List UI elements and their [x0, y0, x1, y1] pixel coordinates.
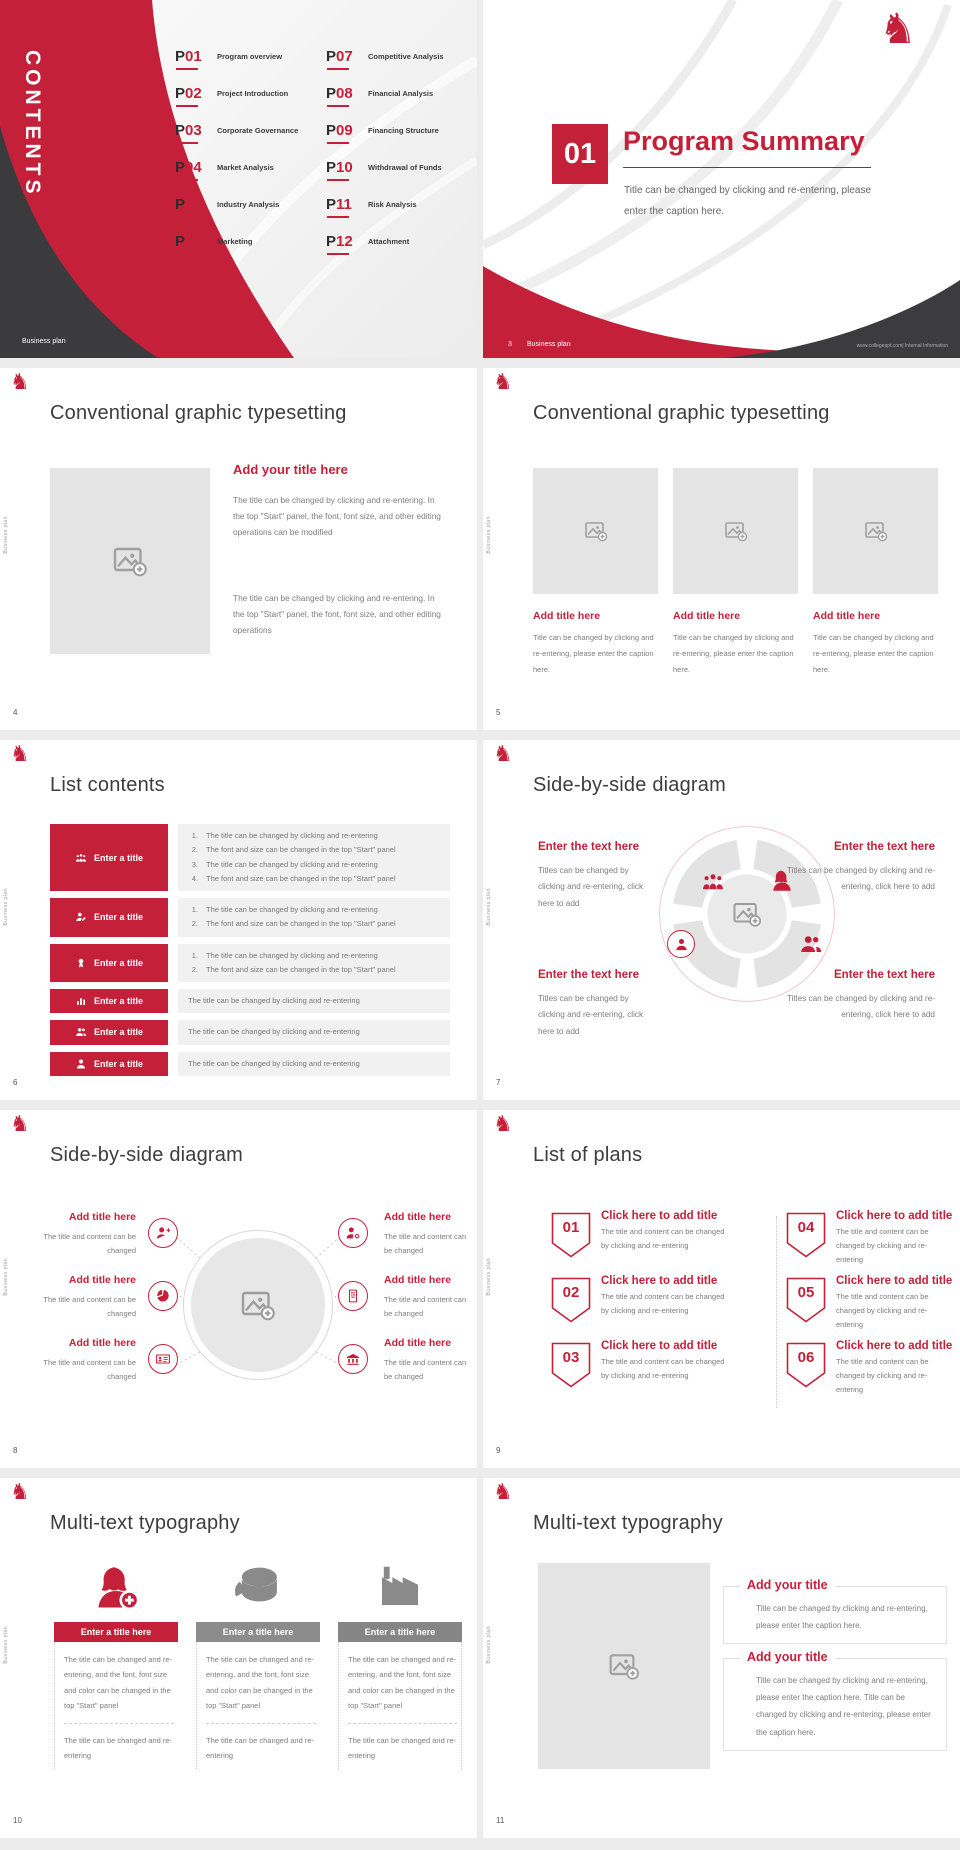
- toc-item: P09 Financing Structure: [326, 122, 477, 148]
- users-icon: [799, 932, 823, 956]
- contents-vertical-title: CONTENTS: [21, 50, 44, 198]
- list-text-bar: The title can be changed by clicking and re-entering: [178, 1020, 450, 1044]
- image-placeholder: [732, 899, 762, 929]
- toc-item: P07 Competitive Analysis: [326, 48, 477, 74]
- qr-phone-icon: [338, 1281, 368, 1311]
- number-badge: 01: [551, 1212, 591, 1258]
- divider: [64, 1723, 174, 1724]
- number-badge: 02: [551, 1277, 591, 1323]
- diagram-text-block: Add title here The title and content can be changed: [43, 1274, 136, 1319]
- section-number-badge: 01: [552, 124, 608, 184]
- crowd-icon: [75, 852, 87, 864]
- user-plus-icon: [148, 1218, 178, 1248]
- page-number: 9: [496, 1446, 501, 1455]
- card-caption: Title can be changed by clicking and re-entering, please enter the caption here.: [673, 633, 794, 674]
- side-label: Business plan: [3, 1626, 9, 1664]
- image-placeholder: [191, 1238, 325, 1372]
- block-heading: Add your title: [740, 1578, 835, 1592]
- diagram-text-block: Add title here The title and content can be changed: [384, 1274, 467, 1319]
- horse-logo-icon: ♞: [493, 370, 513, 395]
- block-caption: Title can be changed by clicking and re-entering, please enter the caption here.: [756, 1604, 928, 1631]
- image-placeholder: [813, 468, 938, 594]
- number-badge: 03: [551, 1342, 591, 1388]
- toc-item: P03 Corporate Governance: [175, 122, 335, 148]
- diagram-text-block: Add title here The title and content can be changed: [384, 1211, 467, 1256]
- pie-chart-icon: [148, 1281, 178, 1311]
- medal-icon: [75, 957, 87, 969]
- diagram-text-block: Enter the text here Titles can be changed by clicking and re-entering, click here to add: [538, 841, 644, 909]
- column-body: The title can be changed and re-entering, and the font, font size and color can be changed in the top "Start" panel The title can be changed and re-entering: [196, 1642, 320, 1769]
- slide-list-of-plans: [483, 1110, 960, 1468]
- list-row: [50, 1020, 450, 1044]
- plan-item: Click here to add title The title and content can be changed by clicking and re-entering: [836, 1275, 953, 1329]
- page-number: 3: [508, 341, 512, 348]
- horse-logo-icon: ♞: [102, 40, 147, 98]
- page-number: 11: [496, 1816, 505, 1825]
- horse-logo-icon: ♞: [10, 370, 30, 395]
- column-title-bar: Enter a title here: [54, 1622, 178, 1642]
- list-row: [50, 898, 450, 937]
- user-circle-icon: [667, 930, 695, 958]
- toc-item: P11 Risk Analysis: [326, 196, 477, 222]
- slide-title: List of plans: [533, 1144, 643, 1166]
- image-card: [533, 468, 658, 677]
- slide-three-images: [483, 368, 960, 730]
- image-placeholder: [50, 468, 210, 654]
- diagram-text-block: Add title here The title and content can be changed: [384, 1337, 467, 1382]
- toc-item: P05 Industry Analysis: [175, 196, 335, 222]
- side-label: Business plan: [486, 516, 492, 554]
- slide-title: Conventional graphic typesetting: [533, 402, 830, 424]
- image-placeholder: [538, 1563, 710, 1769]
- slide-list-contents: [0, 740, 477, 1100]
- list-text-bar: 1. The title can be changed by clicking and re-entering 2. The font and size can be changed in the top "Start" panel: [178, 898, 450, 937]
- body-paragraph: The title can be changed by clicking and re-entering. In the top "Start" panel, the font, font size, and other editing operations can be modified: [233, 495, 441, 538]
- bank-icon: [338, 1344, 368, 1374]
- diagram-text-block: Enter the text here Titles can be changed by clicking and re-entering, click here to add: [538, 969, 644, 1037]
- title-underline: [623, 167, 871, 168]
- horse-logo-icon: ♞: [493, 742, 513, 767]
- title-button: Enter a title: [50, 989, 168, 1013]
- plan-item: Click here to add title The title and content can be changed by clicking and re-entering: [836, 1340, 953, 1394]
- list-rows: [50, 824, 450, 1083]
- number-badge: 06: [786, 1342, 826, 1388]
- section-title: Program Summary: [623, 126, 865, 156]
- team-icon: [75, 1026, 87, 1038]
- divider: [348, 1723, 457, 1724]
- slide-title: List contents: [50, 774, 165, 796]
- slide-title: Side-by-side diagram: [50, 1144, 243, 1166]
- plan-item: Click here to add title The title and content can be changed by clicking and re-entering: [601, 1340, 725, 1380]
- section-caption: Title can be changed by clicking and re-entering, please enter the caption here.: [624, 185, 872, 217]
- list-text-bar: 1. The title can be changed by clicking and re-entering 2. The font and size can be changed in the top "Start" panel 3. The title can be changed by clicking and re-entering 4. The font and size can be changed in the top "Start" panel: [178, 824, 450, 891]
- card-caption: Title can be changed by clicking and re-entering, please enter the caption here.: [533, 633, 654, 674]
- toc-item: P12 Attachment: [326, 233, 477, 259]
- list-text-bar: The title can be changed by clicking and re-entering: [178, 1052, 450, 1076]
- number-badge: 05: [786, 1277, 826, 1323]
- image-icon: [584, 519, 608, 543]
- block-heading: Add your title here: [233, 462, 348, 477]
- title-button: Enter a title: [50, 1052, 168, 1076]
- image-card: [673, 468, 798, 677]
- toc-item: P02 Project Introduction: [175, 85, 335, 111]
- page-number: 7: [496, 1078, 501, 1087]
- column-divider: [776, 1216, 777, 1408]
- user-gear-icon: [338, 1218, 368, 1248]
- block-caption: Title can be changed by clicking and re-entering, please enter the caption here. Title can be changed by clicking and re-entering, please enter the caption here.: [756, 1676, 931, 1737]
- side-label: Business plan: [486, 888, 492, 926]
- slide-image-text: [0, 368, 477, 730]
- slide-ring-diagram: [483, 740, 960, 1100]
- list-row: [50, 824, 450, 891]
- horse-logo-icon: ♞: [493, 1112, 513, 1137]
- image-icon: [240, 1287, 276, 1323]
- column-body: The title can be changed and re-entering, and the font, font size and color can be changed in the top "Start" panel The title can be changed and re-entering: [338, 1642, 462, 1769]
- plan-item: Click here to add title The title and content can be changed by clicking and re-entering: [601, 1210, 725, 1250]
- card-caption: Title can be changed by clicking and re-entering, please enter the caption here.: [813, 633, 934, 674]
- body-paragraph: The title can be changed by clicking and re-entering. In the top "Start" panel, the font, font size, and other editing operations: [233, 593, 441, 636]
- user-edit-icon: [75, 911, 87, 923]
- horse-logo-icon: ♞: [493, 1480, 513, 1505]
- list-text-bar: The title can be changed by clicking and re-entering: [178, 989, 450, 1013]
- list-row: [50, 989, 450, 1013]
- slide-image-captions: [483, 1478, 960, 1838]
- image-icon: [608, 1650, 640, 1682]
- card-heading: Add title here: [673, 610, 741, 622]
- center-circle: [183, 1230, 333, 1380]
- horse-logo-icon: ♞: [879, 4, 917, 53]
- horse-logo-icon: ♞: [10, 742, 30, 767]
- image-icon: [724, 519, 748, 543]
- toc-item: P08 Financial Analysis: [326, 85, 477, 111]
- user-icon: [75, 1058, 87, 1070]
- side-label: Business plan: [486, 1258, 492, 1296]
- side-label: Business plan: [3, 1258, 9, 1296]
- column-body: The title can be changed and re-entering, and the font, font size and color can be changed in the top "Start" panel The title can be changed and re-entering: [54, 1642, 178, 1769]
- image-icon: [864, 519, 888, 543]
- list-text-bar: 1. The title can be changed by clicking and re-entering 2. The font and size can be changed in the top "Start" panel: [178, 944, 450, 983]
- side-label: Business plan: [486, 1626, 492, 1664]
- page-number: 5: [496, 708, 501, 717]
- toc-item: P06 Marketing: [175, 233, 335, 259]
- toc-item: P10 Withdrawal of Funds: [326, 159, 477, 185]
- diagram-text-block: Add title here The title and content can be changed: [43, 1337, 136, 1382]
- woman-plus-icon: [54, 1560, 178, 1622]
- slide-hub-diagram: [0, 1110, 477, 1468]
- text-column: [338, 1560, 462, 1769]
- block-heading: Add your title: [740, 1650, 835, 1664]
- horse-logo-icon: ♞: [10, 1112, 30, 1137]
- title-button: Enter a title: [50, 1020, 168, 1044]
- plan-item: Click here to add title The title and content can be changed by clicking and re-entering: [601, 1275, 725, 1315]
- list-row: [50, 1052, 450, 1076]
- page-number: 8: [13, 1446, 18, 1455]
- slide-contents: [0, 0, 477, 358]
- image-placeholder: [533, 468, 658, 594]
- page-number: 4: [13, 708, 18, 717]
- crowd-icon: [701, 870, 725, 894]
- title-button: Enter a title: [50, 944, 168, 983]
- footer-label: Business plan: [527, 341, 571, 348]
- caption-block: [723, 1650, 947, 1751]
- bar-chart-icon: [75, 995, 87, 1007]
- pie-chart-icon: [196, 1560, 320, 1622]
- caption-block: [723, 1578, 947, 1644]
- slide-title: Multi-text typography: [50, 1512, 240, 1534]
- image-icon: [732, 899, 762, 929]
- horse-logo-icon: ♞: [10, 1480, 30, 1505]
- card-heading: Add title here: [533, 610, 601, 622]
- slide-title: Multi-text typography: [533, 1512, 723, 1534]
- diagram-text-block: Enter the text here Titles can be changed by clicking and re-entering, click here to add: [786, 969, 935, 1020]
- text-column: [196, 1560, 320, 1769]
- diagram-text-block: Enter the text here Titles can be changed by clicking and re-entering, click here to add: [786, 841, 935, 892]
- footer-url: www.collegeppt.com| Internal Information: [856, 343, 948, 349]
- id-card-icon: [148, 1344, 178, 1374]
- slide-title: Conventional graphic typesetting: [50, 402, 347, 424]
- toc-item: P01 Program overview: [175, 48, 335, 74]
- card-heading: Add title here: [813, 610, 881, 622]
- page-number: 6: [13, 1078, 18, 1087]
- title-button: Enter a title: [50, 824, 168, 891]
- image-icon: [112, 543, 148, 579]
- title-button: Enter a title: [50, 898, 168, 937]
- page-number: 10: [13, 1816, 22, 1825]
- side-label: Business plan: [3, 516, 9, 554]
- image-placeholder: [673, 468, 798, 594]
- list-row: [50, 944, 450, 983]
- diagram-text-block: Add title here The title and content can be changed: [43, 1211, 136, 1256]
- column-title-bar: Enter a title here: [338, 1622, 462, 1642]
- footer-label: Business plan: [22, 338, 66, 345]
- image-card: [813, 468, 938, 677]
- plan-item: Click here to add title The title and content can be changed by clicking and re-entering: [836, 1210, 953, 1264]
- text-column: [54, 1560, 178, 1769]
- toc-item: P04 Market Analysis: [175, 159, 335, 185]
- column-title-bar: Enter a title here: [196, 1622, 320, 1642]
- number-badge: 04: [786, 1212, 826, 1258]
- slide-title: Side-by-side diagram: [533, 774, 726, 796]
- slide-section-cover: [483, 0, 960, 358]
- slide-multi-text-columns: [0, 1478, 477, 1838]
- divider: [206, 1723, 316, 1724]
- side-label: Business plan: [3, 888, 9, 926]
- factory-icon: [338, 1560, 462, 1622]
